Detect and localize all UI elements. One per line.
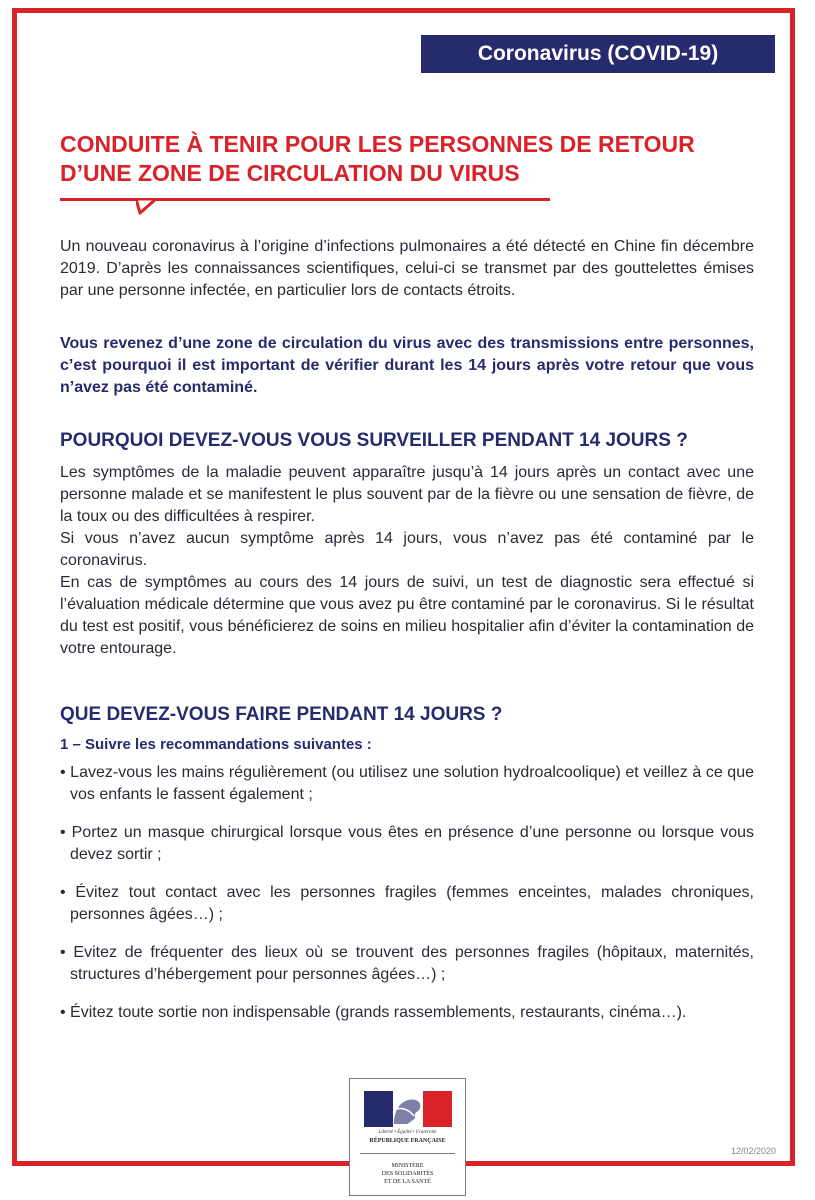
section-why-p2: Si vous n’avez aucun symptôme après 14 jours, vous n’avez pas été contaminé par le coronavirus.: [60, 530, 754, 569]
page-title: [60, 130, 760, 188]
section-what-title: QUE DEVEZ-VOUS FAIRE PENDANT 14 JOURS ?: [60, 704, 503, 725]
list-item: • Évitez toute sortie non indispensable (grands rassemblements, restaurants, cinéma…).: [60, 1004, 687, 1021]
section-why-body: [60, 462, 754, 660]
intro-bold-paragraph: Vous revenez d’une zone de circulation du virus avec des transmissions entre personnes, c’est pourquoi il est important de vérifier durant les 14 jours après votre retour que vous n’avez pas été contaminé.: [60, 335, 754, 396]
recommendations-subtitle: 1 – Suivre les recommandations suivantes :: [60, 736, 372, 753]
list-item: • Portez un masque chirurgical lorsque vous êtes en présence d’une personne ou lorsque vous devez sortir ;: [60, 824, 754, 863]
recommendations-list: [60, 762, 754, 1040]
intro-paragraph: Un nouveau coronavirus à l’origine d’infections pulmonaires a été détecté en Chine fin décembre 2019. D’après les connaissances scientifiques, celui-ci se transmet par des gouttelettes émises par une personne infectée, en particulier lors de contacts étroits.: [60, 238, 754, 299]
logo-divider: [360, 1153, 455, 1154]
republic-motto: Liberté • Égalité • Fraternité: [378, 1130, 437, 1135]
title-underline: [60, 198, 550, 201]
list-item: • Lavez-vous les mains régulièrement (ou utilisez une solution hydroalcoolique) et veillez à ce que vos enfants le fassent également ;: [60, 764, 754, 803]
section-why-p1: Les symptômes de la maladie peuvent apparaître jusqu’à 14 jours après un contact avec une personne malade et se manifestent le plus souvent par de la fièvre ou une sensation de fièvre, de la toux ou des difficultées à respirer.: [60, 464, 754, 525]
ministry-name: MINISTÈRE DES SOLIDARITÉS ET DE LA SANTÉ: [381, 1163, 434, 1185]
title-line-1: CONDUITE À TENIR POUR LES PERSONNES DE RETOUR: [60, 131, 695, 157]
list-item: • Evitez de fréquenter des lieux où se trouvent des personnes fragiles (hôpitaux, maternités, structures d’hébergement pour personnes âgées…) ;: [60, 944, 754, 983]
covid-banner: Coronavirus (COVID-19): [421, 35, 775, 73]
title-line-2: D’UNE ZONE DE CIRCULATION DU VIRUS: [60, 160, 520, 186]
marianne-logo-icon: [364, 1091, 452, 1127]
speech-pointer-icon: [136, 199, 160, 215]
republic-name: RÉPUBLIQUE FRANÇAISE: [369, 1138, 446, 1144]
list-item: • Évitez tout contact avec les personnes fragiles (femmes enceintes, malades chroniques, personnes âgées…) ;: [60, 884, 754, 923]
section-why-p3: En cas de symptômes au cours des 14 jours de suivi, un test de diagnostic sera effectué si l’évaluation médicale détermine que vous avez pu être contaminé par le coronavirus. Si le résultat du test est positif, vous bénéficierez de soins en milieu hospitalier afin d’éviter la contamination de votre entourage.: [60, 574, 754, 657]
document-date: 12/02/2020: [731, 1146, 777, 1156]
ministry-logo: [349, 1078, 466, 1196]
section-why-title: POURQUOI DEVEZ-VOUS VOUS SURVEILLER PENDANT 14 JOURS ?: [60, 430, 688, 451]
